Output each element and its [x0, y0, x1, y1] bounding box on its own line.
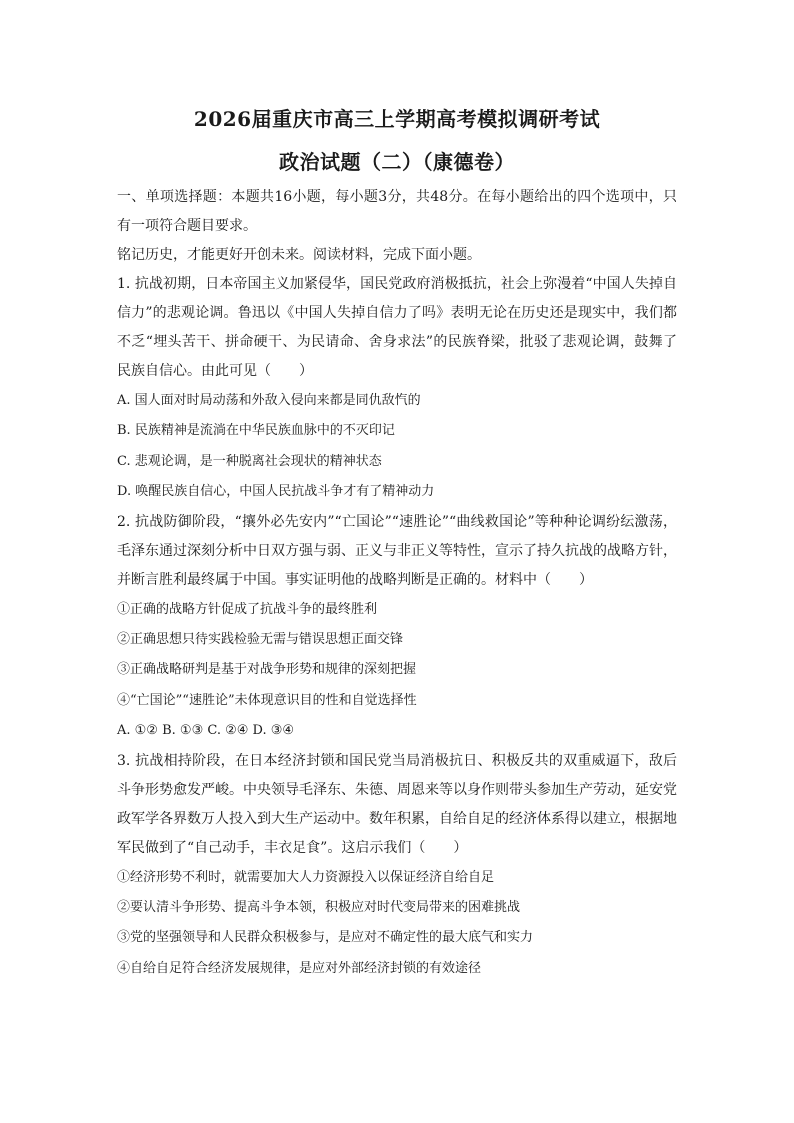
exam-content: [117, 183, 677, 984]
exam-title: 2026届重庆市高三上学期高考模拟调研考试: [193, 107, 601, 131]
question-1-option-a: A. 国人面对时局动荡和外敌入侵向来都是同仇敌忾的: [117, 393, 421, 408]
question-2-options: A. ①② B. ①③ C. ②④ D. ③④: [117, 723, 295, 739]
question-3-statement-1: ①经济形势不利时，就需要加大人力资源投入以保证经济自给自足: [117, 869, 495, 885]
question-3-statement-3: ③党的坚强领导和人民群众积极参与，是应对不确定性的最大底气和实力: [117, 930, 534, 946]
question-1-option-c: C. 悲观论调，是一种脱离社会现状的精神状态: [117, 453, 382, 469]
question-1-option-d: D. 唤醒民族自信心，中国人民抗战斗争才有了精神动力: [117, 484, 435, 500]
question-3-statement-2: ②要认清斗争形势、提高斗争本领，积极应对时代变局带来的困难挑战: [117, 900, 521, 916]
question-2-stem: 2. 抗战防御阶段，“攘外必先安内”“亡国论”“速胜论”“曲线救国论”等种种论调纷纭激荡，毛泽东通过深刻分析中日双方强与弱、正义与非正义等特性，宣示了持久抗战的战略方针，并断言胜利最终属于中国。事实证明他的战略判断是正确的。材料中（ ）: [117, 513, 677, 588]
question-1-stem: 1. 抗战初期，日本帝国主义加紧侵华，国民党政府消极抵抗，社会上弥漫着“中国人失掉自信力”的悲观论调。鲁迅以《中国人失掉自信力了吗》表明无论在历史还是现实中，我们都不乏“埋头苦干、拼命硬干、为民请命、舍身求法”的民族脊梁，批驳了悲观论调，鼓舞了民族自信心。由此可见（ ）: [117, 276, 677, 379]
question-2-statement-4: ④“亡国论”“速胜论”未体现意识目的性和自觉选择性: [117, 692, 417, 708]
question-2-statement-3: ③正确战略研判是基于对战争形势和规律的深刻把握: [117, 662, 417, 678]
question-2-statement-1: ①正确的战略方针促成了抗战斗争的最终胜利: [117, 601, 378, 617]
question-2: [117, 508, 677, 747]
section-instructions: 一、单项选择题：本题共16小题，每小题3分，共48分。在每小题给出的四个选项中，只有一项符合题目要求。: [117, 189, 677, 234]
question-2-statement-2: ②正确思想只待实践检验无需与错误思想正面交锋: [117, 632, 404, 648]
question-3-statement-4: ④自给自足符合经济发展规律，是应对外部经济封锁的有效途径: [117, 960, 482, 976]
reading-intro: 铭记历史，才能更好开创未来。阅读材料，完成下面小题。: [117, 247, 481, 263]
question-3-stem: 3. 抗战相持阶段，在日本经济封锁和国民党当局消极抗日、积极反共的双重威逼下，敌后斗争形势愈发严峻。中央领导毛泽东、朱德、周恩来等以身作则带头参加生产劳动，延安党政军学各界数万人投入到大生产运动中。数年积累，自给自足的经济体系得以建立，根据地军民做到了“自己动手，丰衣足食”。这启示我们（ ）: [117, 752, 677, 856]
question-3: [117, 747, 677, 985]
exam-subtitle: 政治试题（二）（康德卷）: [279, 150, 515, 174]
question-1: [117, 270, 677, 508]
question-1-option-b: B. 民族精神是流淌在中华民族血脉中的不灭印记: [117, 423, 395, 439]
